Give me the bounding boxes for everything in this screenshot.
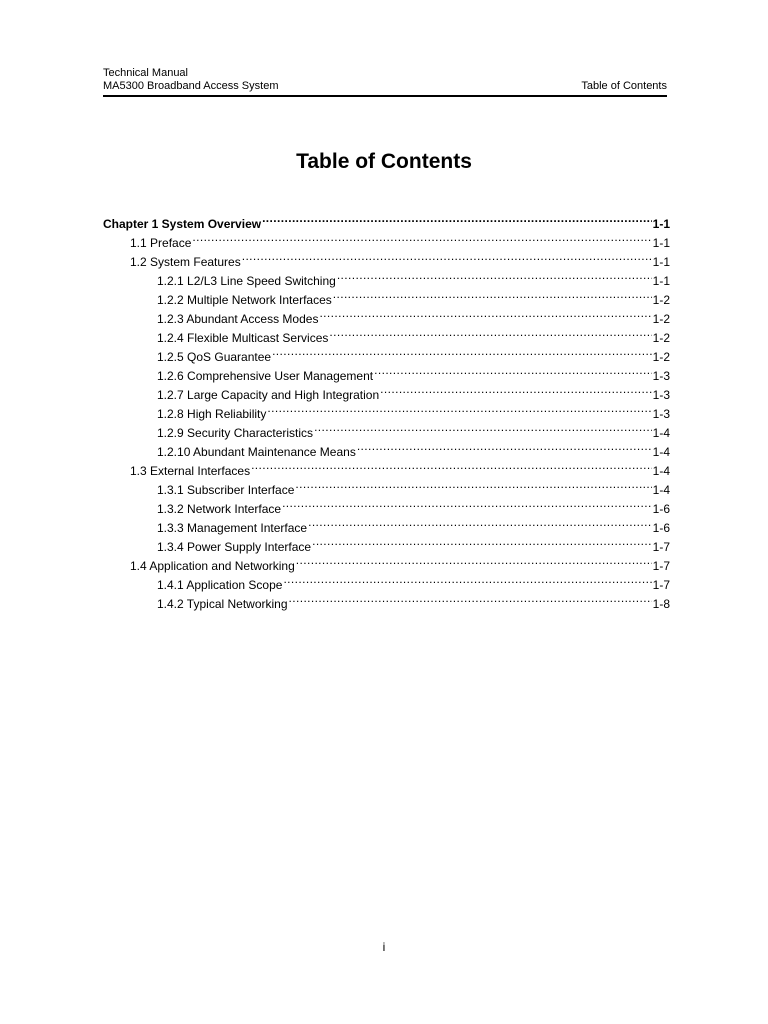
toc-dot-leader [314, 418, 652, 437]
toc-dot-leader [337, 266, 652, 285]
toc-dot-leader [374, 361, 652, 380]
toc-dot-leader [295, 475, 651, 494]
toc-dot-leader [333, 285, 652, 304]
toc-dot-leader [283, 570, 651, 589]
toc-entry-page: 1-8 [652, 597, 670, 611]
toc-dot-leader [251, 456, 652, 475]
toc-entry-label: 1.2.5 QoS Guarantee [157, 350, 272, 364]
toc-dot-leader [272, 342, 652, 361]
toc-entry-page: 1-7 [652, 559, 670, 573]
toc-dot-leader [289, 589, 652, 608]
toc-dot-leader [329, 323, 651, 342]
toc-entry-page: 1-4 [652, 464, 670, 478]
footer-page-number: i [382, 940, 386, 954]
toc-entry-page: 1-3 [652, 407, 670, 421]
toc-entry-page: 1-6 [652, 502, 670, 516]
toc-entry-label: 1.2.1 L2/L3 Line Speed Switching [157, 274, 336, 288]
toc-entry-page: 1-2 [652, 331, 670, 345]
toc-dot-leader [192, 228, 651, 247]
toc-entry-page: 1-2 [652, 293, 670, 307]
toc-dot-leader [282, 494, 652, 513]
toc-entry-label: 1.2.4 Flexible Multicast Services [157, 331, 329, 345]
toc-entry-label: 1.2.8 High Reliability [157, 407, 267, 421]
header-product: MA5300 Broadband Access System [103, 80, 279, 92]
toc-dot-leader [319, 304, 651, 323]
page-title: Table of Contents [296, 150, 472, 173]
toc-entry-page: 1-2 [652, 350, 670, 364]
toc-dot-leader [308, 513, 652, 532]
toc-entry-label: 1.2.9 Security Characteristics [157, 426, 314, 440]
toc-entry-label: Chapter 1 System Overview [103, 217, 262, 231]
toc-entry-label: 1.4.1 Application Scope [157, 578, 283, 592]
toc-dot-leader [312, 532, 652, 551]
toc-dot-leader [262, 209, 652, 228]
toc-entry-page: 1-3 [652, 388, 670, 402]
header-section: Table of Contents [581, 80, 667, 92]
toc-dot-leader [380, 380, 652, 399]
toc-entry-label: 1.4 Application and Networking [130, 559, 295, 573]
toc-entry-page: 1-2 [652, 312, 670, 326]
toc-dot-leader [296, 551, 652, 570]
toc-entry-page: 1-1 [652, 274, 670, 288]
toc-dot-leader [242, 247, 652, 266]
toc-dot-leader [267, 399, 651, 418]
toc-entry-page: 1-7 [652, 578, 670, 592]
toc-entry-label: 1.2 System Features [130, 255, 241, 269]
toc-entry-page: 1-4 [652, 483, 670, 497]
toc-entry-page: 1-3 [652, 369, 670, 383]
toc-entry-label: 1.2.2 Multiple Network Interfaces [157, 293, 332, 307]
header-doc-type: Technical Manual [103, 67, 188, 79]
toc-chapter-entry[interactable] [103, 209, 670, 231]
toc-entry-label: 1.3.1 Subscriber Interface [157, 483, 295, 497]
toc-entry-page: 1-4 [652, 445, 670, 459]
toc-entry-page: 1-6 [652, 521, 670, 535]
toc-entry-label: 1.2.7 Large Capacity and High Integration [157, 388, 380, 402]
toc-entry-label: 1.3 External Interfaces [130, 464, 251, 478]
toc-dot-leader [357, 437, 652, 456]
toc-entry-label: 1.3.2 Network Interface [157, 502, 282, 516]
toc-entry-label: 1.4.2 Typical Networking [157, 597, 288, 611]
toc-entry-label: 1.3.3 Management Interface [157, 521, 308, 535]
toc-entry-page: 1-1 [652, 236, 670, 250]
toc-entry-page: 1-7 [652, 540, 670, 554]
toc-entry-label: 1.2.6 Comprehensive User Management [157, 369, 374, 383]
toc-entry-page: 1-4 [652, 426, 670, 440]
toc-entry-page: 1-1 [652, 255, 670, 269]
page-header [103, 67, 667, 97]
toc-entry-label: 1.2.10 Abundant Maintenance Means [157, 445, 356, 459]
toc-entry-page: 1-1 [652, 217, 670, 231]
toc-entry-label: 1.1 Preface [130, 236, 192, 250]
toc-entry-label: 1.2.3 Abundant Access Modes [157, 312, 319, 326]
toc-list [103, 209, 670, 611]
toc-entry-label: 1.3.4 Power Supply Interface [157, 540, 312, 554]
